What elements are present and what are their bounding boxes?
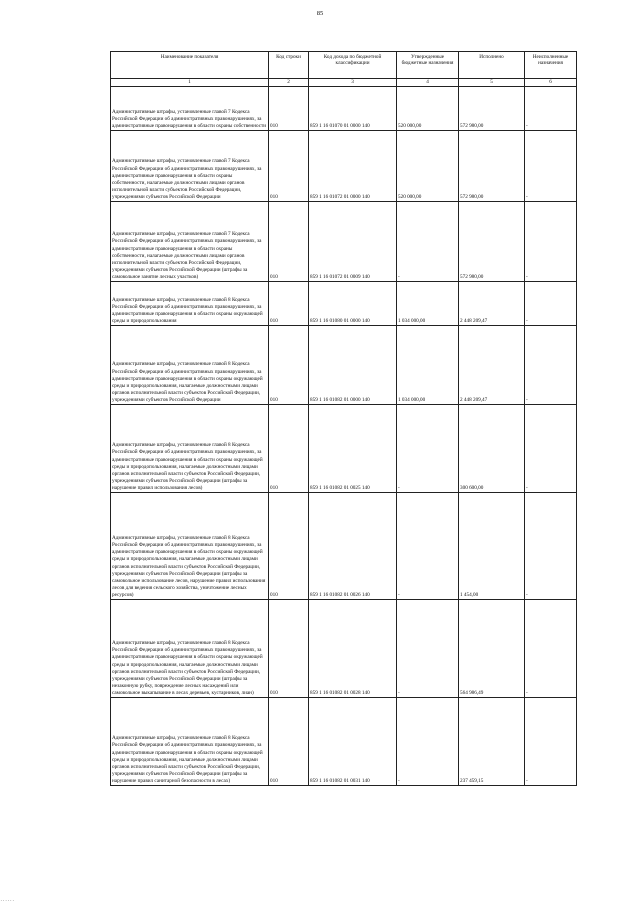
line-code: 010 xyxy=(269,326,309,405)
column-number: 5 xyxy=(459,79,525,87)
header-approved: Утвержденные бюджетные назначения xyxy=(397,52,459,79)
income-code: 859 1 16 01072 01 0000 140 xyxy=(309,131,397,202)
table-row xyxy=(111,698,577,786)
executed-amount: 2 448 209,47 xyxy=(459,326,525,405)
unexecuted-amount: - xyxy=(525,698,577,786)
approved-amount: 520 000,00 xyxy=(397,87,459,131)
approved-amount: - xyxy=(397,600,459,698)
executed-amount: 564 986,49 xyxy=(459,600,525,698)
income-code: 859 1 16 01072 01 0009 140 xyxy=(309,202,397,282)
table-row xyxy=(111,600,577,698)
approved-amount: - xyxy=(397,698,459,786)
header-income-code: Код дохода по бюджетной классификации xyxy=(309,52,397,79)
line-code: 010 xyxy=(269,131,309,202)
line-code: 010 xyxy=(269,87,309,131)
header-row xyxy=(111,52,577,79)
table-row xyxy=(111,405,577,493)
income-code: 859 1 16 01070 01 0000 140 xyxy=(309,87,397,131)
indicator-name: Административные штрафы, установленные главой 7 Кодекса Российской Федерации об административных правонарушениях, за административные правонарушения в области охраны собственности xyxy=(111,87,269,131)
unexecuted-amount: - xyxy=(525,131,577,202)
executed-amount: 1 454,00 xyxy=(459,493,525,600)
indicator-name: Административные штрафы, установленные главой 8 Кодекса Российской Федерации об административных правонарушениях, за административные правонарушения в области охраны окружающей среды и природопользования xyxy=(111,282,269,326)
column-number: 6 xyxy=(525,79,577,87)
income-code: 859 1 16 01082 01 0026 140 xyxy=(309,493,397,600)
line-code: 010 xyxy=(269,282,309,326)
income-code: 859 1 16 01082 01 0025 140 xyxy=(309,405,397,493)
income-code: 859 1 16 01082 01 0028 140 xyxy=(309,600,397,698)
unexecuted-amount: - xyxy=(525,282,577,326)
column-number: 3 xyxy=(309,79,397,87)
approved-amount: 1 034 000,00 xyxy=(397,326,459,405)
line-code: 010 xyxy=(269,493,309,600)
executed-amount: 237 459,15 xyxy=(459,698,525,786)
column-number: 1 xyxy=(111,79,269,87)
income-code: 859 1 16 01082 01 0000 140 xyxy=(309,326,397,405)
line-code: 010 xyxy=(269,202,309,282)
unexecuted-amount: - xyxy=(525,600,577,698)
column-number: 2 xyxy=(269,79,309,87)
header-executed: Исполнено xyxy=(459,52,525,79)
unexecuted-amount: - xyxy=(525,326,577,405)
approved-amount: 520 000,00 xyxy=(397,131,459,202)
table-row xyxy=(111,87,577,131)
executed-amount: 572 980,00 xyxy=(459,87,525,131)
executed-amount: 572 980,00 xyxy=(459,202,525,282)
income-code: 859 1 16 01080 01 0000 140 xyxy=(309,282,397,326)
table-row xyxy=(111,202,577,282)
table-row xyxy=(111,131,577,202)
column-number: 4 xyxy=(397,79,459,87)
indicator-name: Административные штрафы, установленные главой 8 Кодекса Российской Федерации об административных правонарушениях, за административные правонарушения в области охраны окружающей среды и природопользования, налагаемые должностными лицами органов исполнительной власти субъектов Российской Федерации, учреждениями субъектов Российской Федерации (штрафы за незаконную рубку, повреждение лесных насаждений или самовольное выкапывание в лесах деревьев, кустарников, лиан) xyxy=(111,600,269,698)
table-row xyxy=(111,493,577,600)
column-number-row xyxy=(111,79,577,87)
line-code: 010 xyxy=(269,600,309,698)
indicator-name: Административные штрафы, установленные главой 8 Кодекса Российской Федерации об административных правонарушениях, за административные правонарушения в области охраны окружающей среды и природопользования, налагаемые должностными лицами органов исполнительной власти субъектов Российской Федерации, учреждениями субъектов Российской Федерации (штрафы за нарушение правил использования лесов) xyxy=(111,405,269,493)
page-number: 85 xyxy=(316,10,324,17)
indicator-name: Административные штрафы, установленные главой 7 Кодекса Российской Федерации об административных правонарушениях, за административные правонарушения в области охраны собственности, налагаемые должностными лицами органов исполнительной власти субъектов Российской Федерации, учреждениями субъектов Российской Федерации (штрафы за самовольное занятие лесных участков) xyxy=(111,202,269,282)
scan-edge-mark: ······ xyxy=(0,898,15,903)
income-code: 859 1 16 01082 01 0031 140 xyxy=(309,698,397,786)
table-row xyxy=(111,282,577,326)
unexecuted-amount: - xyxy=(525,405,577,493)
header-line-code: Код строки xyxy=(269,52,309,79)
unexecuted-amount: - xyxy=(525,87,577,131)
line-code: 010 xyxy=(269,405,309,493)
executed-amount: 572 980,00 xyxy=(459,131,525,202)
indicator-name: Административные штрафы, установленные главой 8 Кодекса Российской Федерации об административных правонарушениях, за административные правонарушения в области охраны окружающей среды и природопользования, налагаемые должностными лицами органов исполнительной власти субъектов Российской Федерации, учреждениями субъектов Российской Федерации xyxy=(111,326,269,405)
header-indicator-name: Наименование показателя xyxy=(111,52,269,79)
unexecuted-amount: - xyxy=(525,493,577,600)
income-report-table xyxy=(110,51,577,786)
approved-amount: - xyxy=(397,405,459,493)
approved-amount: 1 034 000,00 xyxy=(397,282,459,326)
line-code: 010 xyxy=(269,698,309,786)
executed-amount: 300 600,00 xyxy=(459,405,525,493)
approved-amount: - xyxy=(397,493,459,600)
indicator-name: Административные штрафы, установленные главой 8 Кодекса Российской Федерации об административных правонарушениях, за административные правонарушения в области охраны окружающей среды и природопользования, налагаемые должностными лицами органов исполнительной власти субъектов Российской Федерации, учреждениями субъектов Российской Федерации (штрафы за нарушение правил санитарной безопасности в лесах) xyxy=(111,698,269,786)
unexecuted-amount: - xyxy=(525,202,577,282)
table-row xyxy=(111,326,577,405)
header-unexecuted: Неисполненные назначения xyxy=(525,52,577,79)
executed-amount: 2 448 209,47 xyxy=(459,282,525,326)
indicator-name: Административные штрафы, установленные главой 8 Кодекса Российской Федерации об административных правонарушениях, за административные правонарушения в области охраны окружающей среды и природопользования, налагаемые должностными лицами органов исполнительной власти субъектов Российской Федерации, учреждениями субъектов Российской Федерации (штрафы за самовольное использование лесов, нарушение правил использования лесов для ведения сельского хозяйства, уничтожение лесных ресурсов) xyxy=(111,493,269,600)
indicator-name: Административные штрафы, установленные главой 7 Кодекса Российской Федерации об административных правонарушениях, за административные правонарушения в области охраны собственности, налагаемые должностными лицами органов исполнительной власти субъектов Российской Федерации, учреждениями субъектов Российской Федерации xyxy=(111,131,269,202)
approved-amount: - xyxy=(397,202,459,282)
